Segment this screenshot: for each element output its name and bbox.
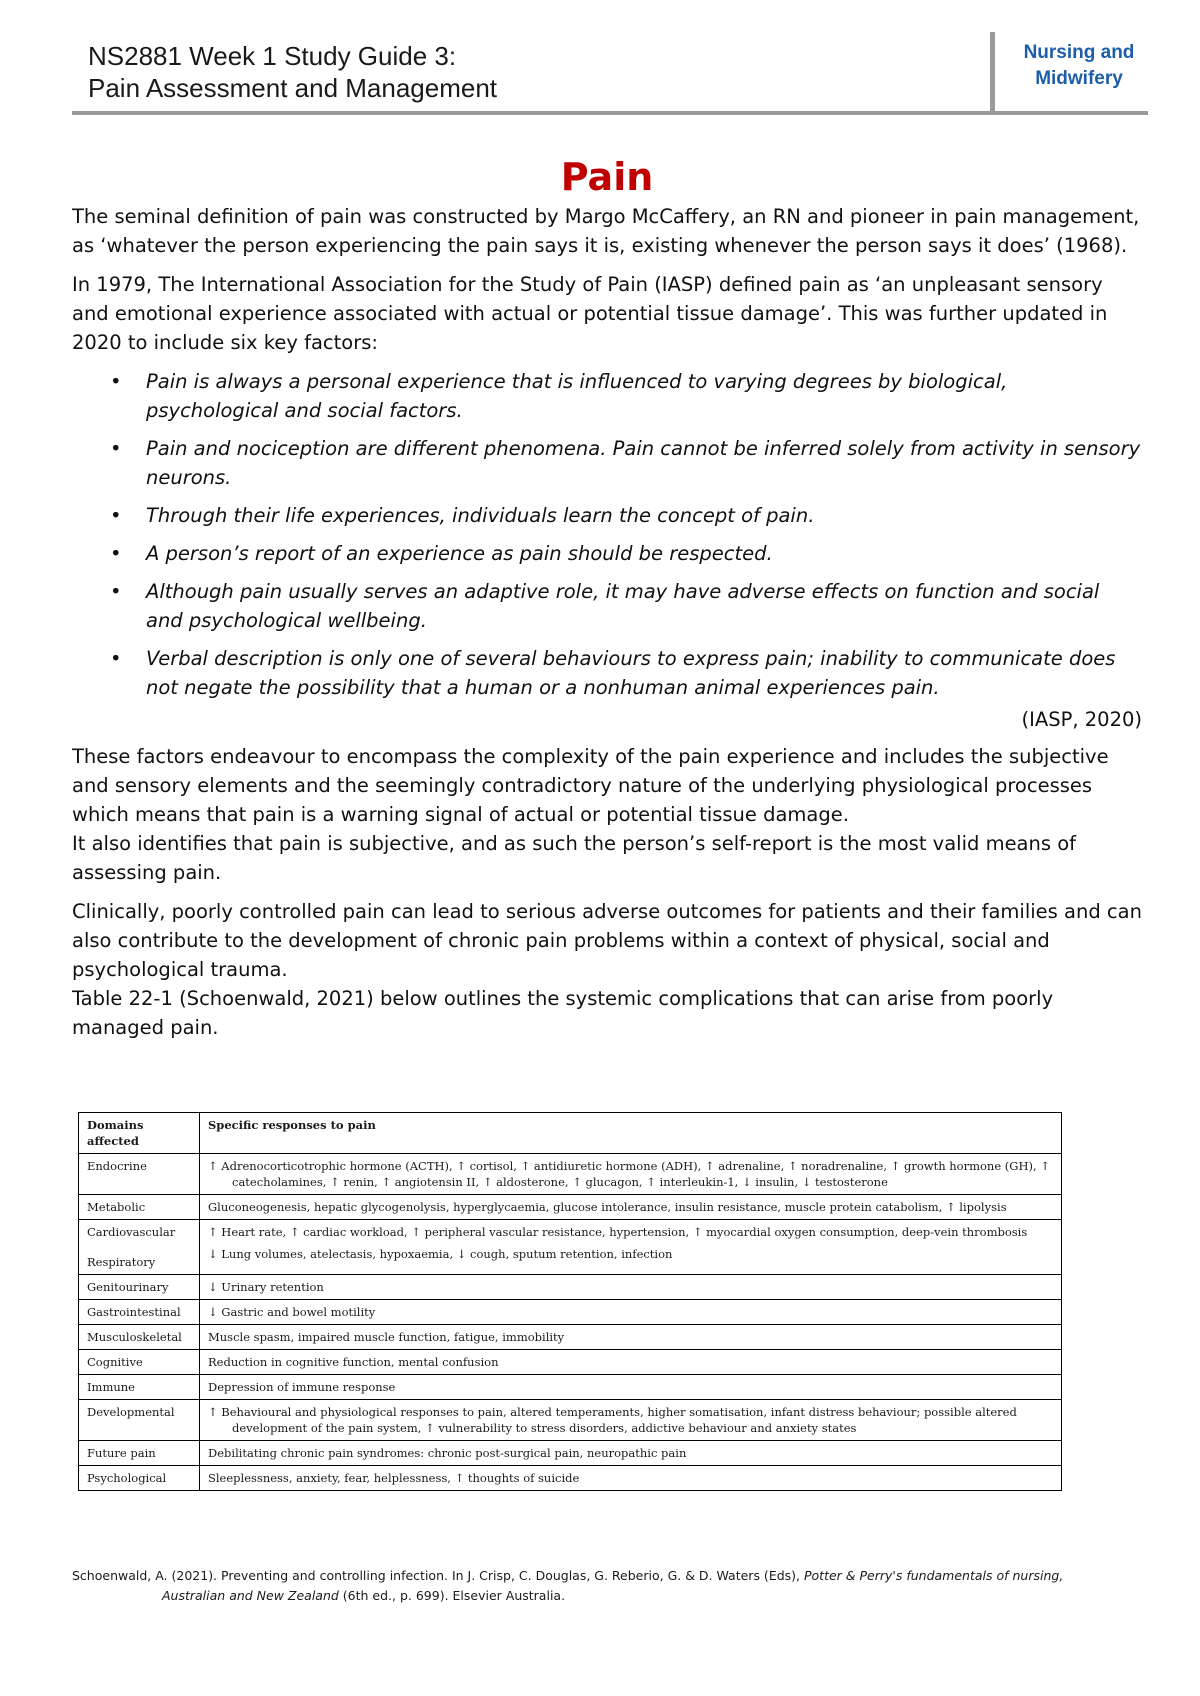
domain-label: Developmental	[87, 1405, 175, 1419]
responses-cell	[200, 1466, 1062, 1491]
logo-line1: Nursing and	[1023, 42, 1135, 63]
responses-cell	[200, 1154, 1062, 1195]
key-factor-item	[72, 577, 1142, 635]
responses-cell	[200, 1400, 1062, 1441]
responses-cell	[200, 1325, 1062, 1350]
iasp-paragraph: In 1979, The International Association for the Study of Pain (IASP) defined pain as ‘an unpleasant sensory and emotional experience associated with actual or potential tissue damage’. This was further updated in 2020 to include six key factors:	[72, 273, 1108, 354]
table-row	[79, 1441, 1062, 1466]
table-row	[79, 1350, 1062, 1375]
domain-cell	[79, 1275, 200, 1300]
key-factor-item	[72, 434, 1142, 492]
bullet-icon: •	[110, 647, 122, 670]
domain-cell	[79, 1375, 200, 1400]
key-factor-text: Pain is always a personal experience that is influenced to varying degrees by biological, psychological and social factors.	[146, 370, 1008, 422]
domain-cell	[79, 1325, 200, 1350]
complexity-paragraph: These factors endeavour to encompass the complexity of the pain experience and includes the subjective and sensory elements and the seemingly contradictory nature of the underlying physiological processes which means that pain is a warning signal of actual or potential tissue damage.	[72, 745, 1109, 826]
document-title	[88, 40, 497, 104]
domain-cell	[79, 1300, 200, 1325]
table-row	[79, 1400, 1062, 1441]
domain-label: Cardiovascular	[87, 1225, 176, 1239]
key-factor-text: Although pain usually serves an adaptive role, it may have adverse effects on function and social and psychological wellbeing.	[146, 580, 1100, 632]
reference-publisher: (6th ed., p. 699). Elsevier Australia.	[338, 1588, 566, 1603]
reference-line1	[72, 1566, 1148, 1586]
response-text: Debilitating chronic pain syndromes: chronic post-surgical pain, neuropathic pain	[208, 1446, 687, 1460]
response-text: ↓ Lung volumes, atelectasis, hypoxaemia, ↓ cough, sputum retention, infection	[208, 1247, 673, 1261]
key-factor-item	[72, 367, 1142, 425]
document-title-line2: Pain Assessment and Management	[88, 73, 498, 103]
response-text: Sleeplessness, anxiety, fear, helplessness, ↑ thoughts of suicide	[208, 1471, 580, 1485]
domain-label: Gastrointestinal	[87, 1305, 181, 1319]
key-factor-item	[72, 644, 1142, 702]
domain-label: Musculoskeletal	[87, 1330, 182, 1344]
key-factors-list	[72, 367, 1142, 702]
table-row	[79, 1466, 1062, 1491]
reference-authors: Schoenwald, A. (2021). Preventing and controlling infection. In J. Crisp, C. Douglas, G. Reberio, G. & D. Waters (Eds),	[72, 1568, 804, 1583]
response-text: ↓ Gastric and bowel motility	[208, 1305, 376, 1319]
domain-label: Metabolic	[87, 1200, 146, 1214]
table-row	[79, 1275, 1062, 1300]
bullet-icon: •	[110, 542, 122, 565]
key-factor-item	[72, 539, 1142, 568]
response-text: Depression of immune response	[208, 1380, 396, 1394]
responses-cell	[200, 1441, 1062, 1466]
domain-cell	[79, 1195, 200, 1220]
table-row	[79, 1195, 1062, 1220]
domain-label: Psychological	[87, 1471, 167, 1485]
domain-cell	[79, 1154, 200, 1195]
responses-cell	[200, 1220, 1062, 1275]
key-factor-text: Through their life experiences, individuals learn the concept of pain.	[146, 504, 815, 527]
table-row	[79, 1325, 1062, 1350]
key-factor-item	[72, 501, 1142, 530]
reference-book-title-a: Potter & Perry's fundamentals of nursing,	[803, 1568, 1064, 1583]
domain-label: Cognitive	[87, 1355, 143, 1369]
table-body	[79, 1154, 1062, 1491]
bullet-icon: •	[110, 437, 122, 460]
responses-cell	[200, 1375, 1062, 1400]
table-row	[79, 1375, 1062, 1400]
pain-responses-table	[78, 1112, 1062, 1491]
clinical-paragraph: Clinically, poorly controlled pain can lead to serious adverse outcomes for patients and their families and can also contribute to the development of chronic pain problems within a context of physical, social and psychological trauma.	[72, 900, 1142, 981]
header-domains-affected: Domains affected	[79, 1113, 200, 1154]
bullet-icon: •	[110, 370, 122, 393]
logo-line2: Midwifery	[1035, 68, 1123, 89]
key-factor-text: A person’s report of an experience as pain should be respected.	[146, 542, 773, 565]
main-content	[72, 154, 1142, 1052]
table-intro-paragraph: Table 22-1 (Schoenwald, 2021) below outlines the systemic complications that can arise from poorly managed pain.	[72, 987, 1054, 1039]
factors-citation: (IASP, 2020)	[1021, 708, 1142, 731]
header-specific-responses: Specific responses to pain	[200, 1113, 1062, 1154]
document-title-line1: NS2881 Week 1 Study Guide 3:	[88, 41, 457, 71]
response-text: Gluconeogenesis, hepatic glycogenolysis, hyperglycaemia, glucose intolerance, insulin resistance, muscle protein catabolism, ↑ lipolysis	[208, 1200, 1007, 1214]
table-row	[79, 1154, 1062, 1195]
nursing-midwifery-logo	[1010, 40, 1148, 92]
page-header	[72, 32, 1148, 114]
header-divider-bar	[990, 32, 995, 114]
table-header-row	[79, 1113, 1062, 1154]
response-text: Reduction in cognitive function, mental confusion	[208, 1355, 499, 1369]
pain-responses-table-container	[78, 1112, 1062, 1491]
header-rule	[72, 111, 1148, 115]
table-row	[79, 1220, 1062, 1275]
responses-cell	[200, 1275, 1062, 1300]
domain-cell	[79, 1400, 200, 1441]
domain-cell	[79, 1466, 200, 1491]
key-factor-text: Verbal description is only one of several behaviours to express pain; inability to communicate does not negate the possibility that a human or a nonhuman animal experiences pain.	[146, 647, 1116, 699]
reference-book-title-b: Australian and New Zealand	[162, 1588, 339, 1603]
section-title: Pain	[560, 155, 654, 199]
response-text: ↑ Behavioural and physiological responses to pain, altered temperaments, higher somatisation, infant distress behaviour; possible altered development of the pain system, ↑ vulnerability to stress disorders, addictive behaviour and anxiety states	[208, 1405, 1017, 1435]
domain-label: Immune	[87, 1380, 135, 1394]
domain-label: Genitourinary	[87, 1280, 169, 1294]
responses-cell	[200, 1195, 1062, 1220]
response-text: ↑ Adrenocorticotrophic hormone (ACTH), ↑ cortisol, ↑ antidiuretic hormone (ADH), ↑ adrenaline, ↑ noradrenaline, ↑ growth hormone (GH), ↑ catecholamines, ↑ renin, ↑ angiotensin II, ↑ aldosterone, ↑ glucagon, ↑ interleukin-1, ↓ insulin, ↓ testosterone	[208, 1159, 1050, 1189]
domain-label: Respiratory	[87, 1255, 156, 1269]
reference-citation	[72, 1566, 1148, 1606]
domain-label: Future pain	[87, 1446, 156, 1460]
responses-cell	[200, 1350, 1062, 1375]
response-text: ↓ Urinary retention	[208, 1280, 324, 1294]
response-text: ↑ Heart rate, ↑ cardiac workload, ↑ peripheral vascular resistance, hypertension, ↑ myocardial oxygen consumption, deep-vein thrombosis	[208, 1225, 1028, 1239]
intro-paragraph: The seminal definition of pain was constructed by Margo McCaffery, an RN and pioneer in pain management, as ‘whatever the person experiencing the pain says it is, existing whenever the person says it does’ (1968).	[72, 205, 1140, 257]
bullet-icon: •	[110, 580, 122, 603]
reference-line2	[72, 1586, 1148, 1606]
response-text: Muscle spasm, impaired muscle function, fatigue, immobility	[208, 1330, 565, 1344]
table-row	[79, 1300, 1062, 1325]
subjective-paragraph: It also identifies that pain is subjective, and as such the person’s self-report is the most valid means of assessing pain.	[72, 832, 1077, 884]
domain-cell	[79, 1220, 200, 1275]
responses-cell	[200, 1300, 1062, 1325]
domain-cell	[79, 1441, 200, 1466]
domain-cell	[79, 1350, 200, 1375]
bullet-icon: •	[110, 504, 122, 527]
domain-label: Endocrine	[87, 1159, 147, 1173]
key-factor-text: Pain and nociception are different phenomena. Pain cannot be inferred solely from activity in sensory neurons.	[146, 437, 1141, 489]
